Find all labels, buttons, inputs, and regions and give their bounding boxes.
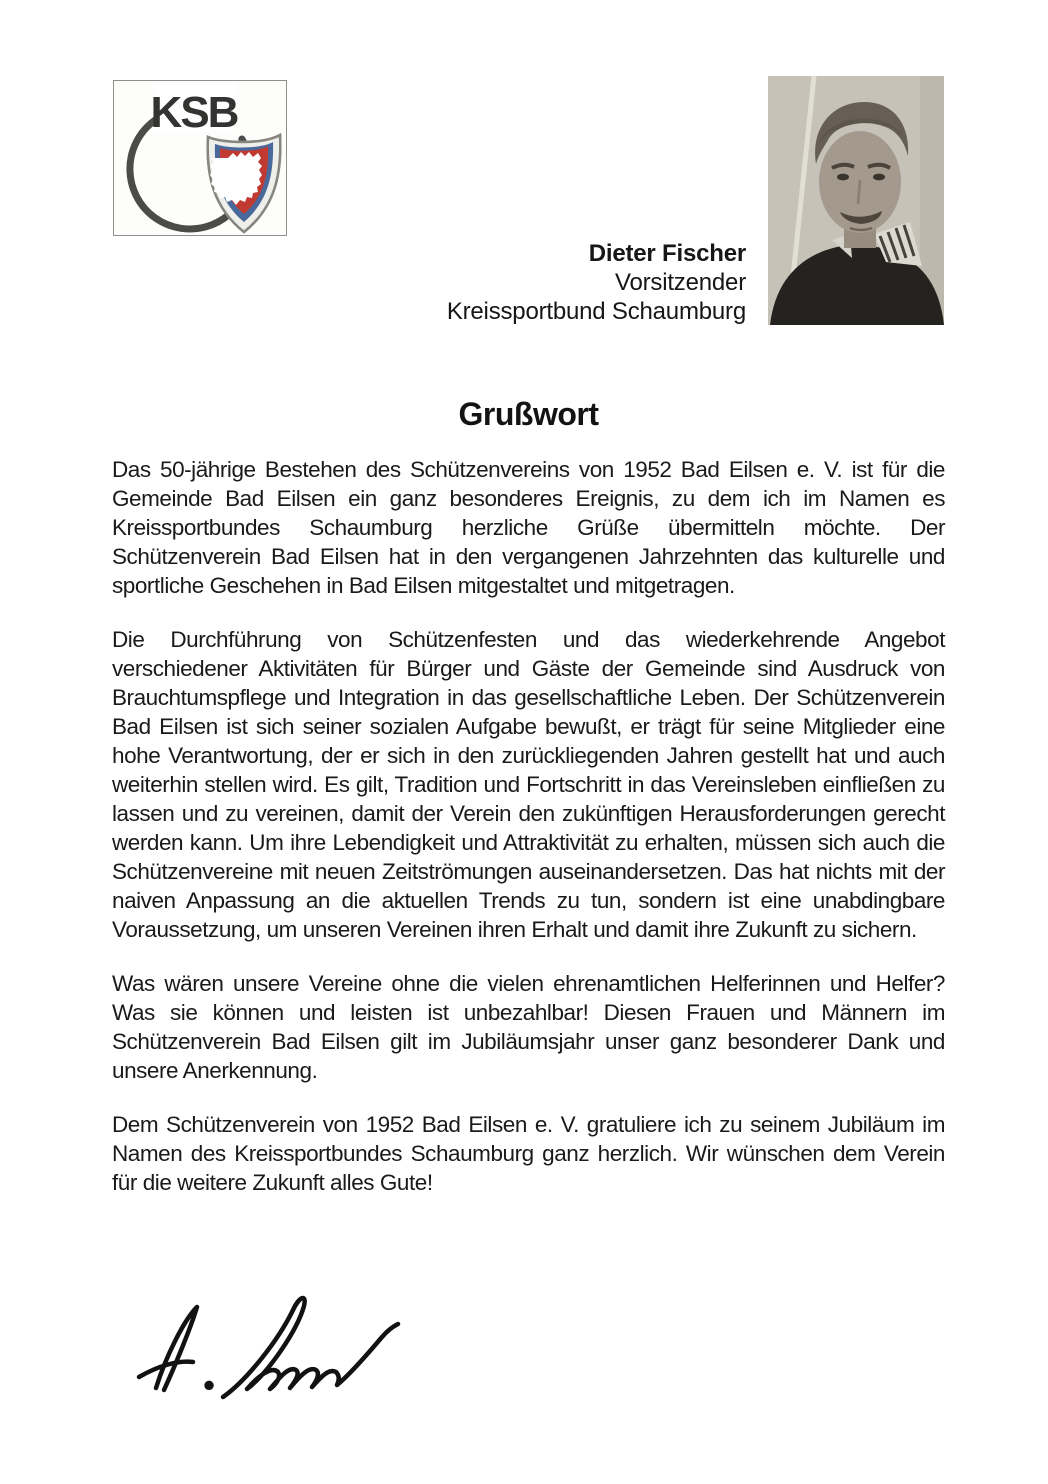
portrait-photo-image [768,76,944,325]
signatory-caption [300,239,746,326]
handwritten-signature [126,1284,436,1402]
signatory-name: Dieter Fischer [588,240,746,267]
ksb-logo-icon [114,81,286,235]
signatory-organization: Kreissportbund Schaumburg [446,298,746,325]
letter-paragraph: Was wären unsere Vereine ohne die vielen ehrenamtlichen Helferinnen und Helfer? Was sie können und leisten ist unbezahlbar! Diesen Frauen und Männern im Schützenverein Bad Eilsen gilt im Jubiläumsjahr unser ganz besonderer Dank und unsere Anerkennung. [112,971,945,1083]
signatory-role: Vorsitzender [614,269,746,296]
letter-paragraph: Dem Schützenverein von 1952 Bad Eilsen e. V. gratuliere ich zu seinem Jubiläum im Namen des Kreissportbundes Schaumburg ganz herzlich. Wir wünschen dem Verein für die weitere Zukunft alles Gute! [112,1112,945,1195]
portrait-photo [768,76,944,325]
letter-body [112,455,945,1222]
ksb-logo [113,80,287,236]
letter-paragraph: Die Durchführung von Schützenfesten und das wiederkehrende Angebot verschiedener Aktivitäten für Bürger und Gäste der Gemeinde sind Ausdruck von Brauchtumspflege und Integration in das gesellschaftliche Leben. Der Schützenverein Bad Eilsen ist sich seiner sozialen Aufgabe bewußt, er trägt für seine Mitglieder eine hohe Verantwortung, der er sich in den zurückliegenden Jahren gestellt hat und auch weiterhin stellen wird. Es gilt, Tradition und Fortschritt in das Vereinsleben einfließen zu lassen und zu vereinen, damit der Verein den zukünftigen Herausforderungen gerecht werden kann. Um ihre Lebendigkeit und Attraktivität zu erhalten, müssen sich auch die Schützenvereine mit neuen Zeitströmungen auseinandersetzen. Das hat nichts mit der naiven Anpassung an die aktuellen Trends zu tun, sondern ist eine unabdingbare Voraussetzung, um unseren Vereinen ihren Erhalt und damit ihre Zukunft zu sichern. [112,627,945,942]
letter-paragraph: Das 50-jährige Bestehen des Schützenvereins von 1952 Bad Eilsen e. V. ist für die Gemeinde Bad Eilsen ein ganz besonderes Ereignis, zu dem ich im Namen es Kreissportbundes Schaumburg herzliche Grüße übermitteln möchte. Der Schützenverein Bad Eilsen hat in den vergangenen Jahrzehnten das kulturelle und sportliche Geschehen in Bad Eilsen mitgestaltet und mitgetragen. [112,457,945,598]
page-title: Grußwort [458,396,599,432]
logo-text: KSB [150,88,238,137]
